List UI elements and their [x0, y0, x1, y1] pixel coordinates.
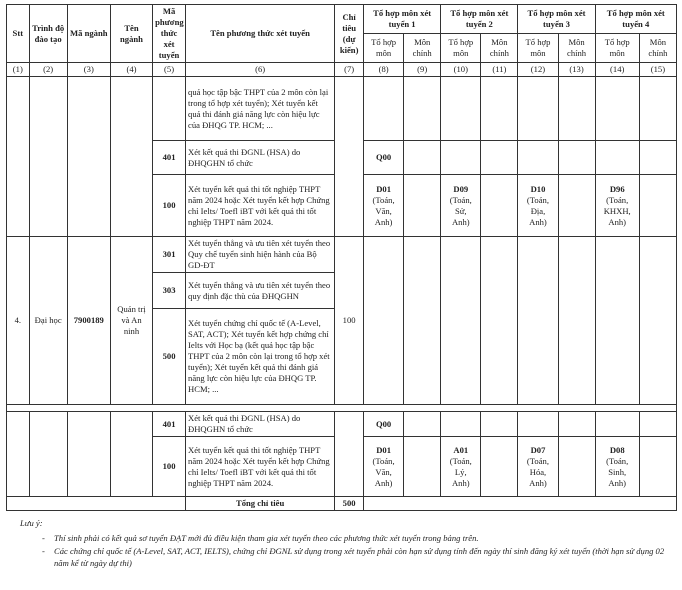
row-stt: 4. — [7, 237, 30, 405]
combo-subject: (Toán, — [606, 194, 629, 205]
note-item — [42, 545, 678, 570]
combo-cell — [595, 175, 639, 237]
combo-subject: Lý, — [454, 466, 467, 477]
col-num: (13) — [558, 63, 595, 77]
combo-subject: (Toán, — [372, 455, 395, 466]
total-value: 500 — [335, 497, 364, 511]
subheader-combo-2: Tổ hợp môn — [441, 34, 481, 63]
subheader-combo-1: Tổ hợp môn — [364, 34, 404, 63]
method-text: Xét tuyển kết quả thi tốt nghiệp THPT năm 2024 hoặc Xét tuyển kết hợp Chứng chỉ Ielts/ Toefl iBT với kết quả thi tốt nghiệp THPT năm 2024. — [186, 437, 335, 497]
combo-cell — [595, 437, 639, 497]
header-quota: Chỉ tiêu (dự kiến) — [335, 5, 364, 63]
subheader-main-4: Môn chính — [639, 34, 676, 63]
combo-subject: Địa, — [530, 205, 546, 216]
subheader-main-2: Môn chính — [481, 34, 518, 63]
notes-section — [6, 517, 678, 570]
header-group-3: Tổ hợp môn xét tuyển 3 — [518, 5, 595, 34]
column-number-row — [7, 63, 677, 77]
table-row — [7, 412, 677, 437]
header-row — [7, 5, 677, 34]
note-dash: - — [42, 533, 45, 544]
note-item — [42, 532, 678, 544]
combo-subject: Anh) — [374, 216, 393, 227]
header-method-code: Mã phương thức xét tuyển — [153, 5, 186, 63]
total-label: Tổng chỉ tiêu — [186, 497, 335, 511]
row-major-code: 7900189 — [67, 237, 110, 405]
combo-code: D07 — [530, 444, 546, 455]
col-num: (8) — [364, 63, 404, 77]
method-text: Xét kết quả thi ĐGNL (HSA) do ĐHQGHN tổ chức — [186, 141, 335, 175]
method-code: 500 — [153, 309, 186, 405]
combo-subject: Anh) — [451, 216, 470, 227]
combo-cell — [364, 175, 404, 237]
header-method-name: Tên phương thức xét tuyển — [186, 5, 335, 63]
note-text: Các chứng chỉ quốc tế (A-Level, SAT, ACT, IELTS), chứng chỉ ĐGNL sử dụng trong xét tuyển phải còn hạn sử dụng tính đến ngày thí sinh đăng ký xét tuyển (thời hạn sử dụng 02 năm kể từ ngày dự thi) — [54, 545, 665, 569]
combo-code: A01 — [453, 444, 469, 455]
col-num: (10) — [441, 63, 481, 77]
combo-cell — [364, 437, 404, 497]
notes-title: Lưu ý: — [20, 518, 43, 528]
method-code: 100 — [153, 437, 186, 497]
col-num: (1) — [7, 63, 30, 77]
combo-code: D09 — [453, 183, 469, 194]
combo-subject: Anh) — [529, 216, 547, 227]
combo-subject: Sử, — [454, 205, 467, 216]
table-row — [7, 77, 677, 141]
method-text: Xét tuyển kết quả thi tốt nghiệp THPT năm 2024 hoặc Xét tuyển kết hợp Chứng chỉ Ielts/ Toefl iBT với kết quả thi tốt nghiệp THPT năm 2024. — [186, 175, 335, 237]
row-major-name: Quản trị và An ninh — [110, 237, 152, 405]
combo-cell — [441, 437, 481, 497]
combo-subject: Anh) — [529, 477, 547, 488]
col-num: (4) — [110, 63, 152, 77]
header-major-code: Mã ngành — [67, 5, 110, 63]
combo-code: Q00 — [364, 141, 404, 175]
method-text: Xét kết quả thi ĐGNL (HSA) do ĐHQGHN tổ chức — [186, 412, 335, 437]
combo-subject: (Toán, — [606, 455, 629, 466]
col-num: (3) — [67, 63, 110, 77]
combo-subject: Anh) — [451, 477, 470, 488]
combo-subject: (Toán, — [372, 194, 395, 205]
combo-cell — [441, 175, 481, 237]
col-num: (7) — [335, 63, 364, 77]
method-text: Xét tuyển chứng chỉ quốc tế (A-Level, SAT, ACT); Xét tuyển kết hợp chứng chỉ Ielts với Học bạ (kết quả học tập bậc THPT của 2 môn còn lại trong tổ hợp xét tuyển); Xét tuyển kết quả thi đánh giá năng lực còn hiệu lực của ĐHQG TP. HCM; ... — [186, 309, 335, 405]
combo-code: D96 — [609, 183, 625, 194]
subheader-combo-3: Tổ hợp môn — [518, 34, 558, 63]
note-text: Thí sinh phải có kết quả sơ tuyển ĐẠT mới đủ điều kiện tham gia xét tuyển theo các phương thức xét tuyển trong bảng trên. — [54, 533, 479, 544]
combo-subject: Anh) — [608, 477, 627, 488]
method-text: quả học tập bậc THPT của 2 môn còn lại trong tổ hợp xét tuyển); Xét tuyển kết quả thi đánh giá năng lực còn hiệu lực của ĐHQG TP. HCM; ... — [186, 77, 335, 141]
combo-subject: Anh) — [374, 477, 393, 488]
table-gap — [7, 405, 677, 412]
combo-subject: Hóa, — [529, 466, 547, 477]
subheader-main-1: Môn chính — [404, 34, 441, 63]
header-group-2: Tổ hợp môn xét tuyển 2 — [441, 5, 518, 34]
col-num: (6) — [186, 63, 335, 77]
col-num: (5) — [153, 63, 186, 77]
combo-code: D10 — [530, 183, 546, 194]
col-num: (15) — [639, 63, 676, 77]
combo-subject: Anh) — [608, 216, 627, 227]
method-code: 303 — [153, 273, 186, 309]
method-code: 301 — [153, 237, 186, 273]
method-code: 401 — [153, 141, 186, 175]
combo-subject: KHXH, — [603, 205, 631, 216]
combo-cell — [518, 175, 558, 237]
note-dash: - — [42, 545, 45, 556]
combo-subject: (Toán, — [526, 194, 549, 205]
combo-subject: (Toán, — [526, 455, 549, 466]
combo-subject: Sinh, — [608, 466, 627, 477]
method-code: 401 — [153, 412, 186, 437]
subheader-combo-4: Tổ hợp môn — [595, 34, 639, 63]
table-row — [7, 237, 677, 273]
method-text: Xét tuyển thẳng và ưu tiên xét tuyển theo quy định đặc thù của ĐHQGHN — [186, 273, 335, 309]
total-row — [7, 497, 677, 511]
combo-subject: Văn, — [375, 205, 392, 216]
col-num: (9) — [404, 63, 441, 77]
header-major-name: Tên ngành — [110, 5, 152, 63]
combo-subject: Văn, — [375, 466, 392, 477]
row-level: Đại học — [29, 237, 67, 405]
method-text: Xét tuyển thẳng và ưu tiên xét tuyển theo Quy chế tuyển sinh hiện hành của Bộ GD-ĐT — [186, 237, 335, 273]
header-level: Trình độ đào tạo — [29, 5, 67, 63]
col-num: (11) — [481, 63, 518, 77]
header-group-4: Tổ hợp môn xét tuyển 4 — [595, 5, 676, 34]
header-group-1: Tổ hợp môn xét tuyển 1 — [364, 5, 441, 34]
row-quota: 100 — [335, 237, 364, 405]
col-num: (2) — [29, 63, 67, 77]
combo-code: D08 — [609, 444, 625, 455]
admission-table — [6, 4, 677, 511]
combo-subject: (Toán, — [449, 455, 472, 466]
combo-code: D01 — [376, 183, 391, 194]
subheader-main-3: Môn chính — [558, 34, 595, 63]
combo-code: Q00 — [364, 412, 404, 437]
combo-code: D01 — [376, 444, 391, 455]
col-num: (12) — [518, 63, 558, 77]
col-num: (14) — [595, 63, 639, 77]
combo-cell — [518, 437, 558, 497]
method-code: 100 — [153, 175, 186, 237]
header-stt: Stt — [7, 5, 30, 63]
combo-subject: (Toán, — [449, 194, 472, 205]
